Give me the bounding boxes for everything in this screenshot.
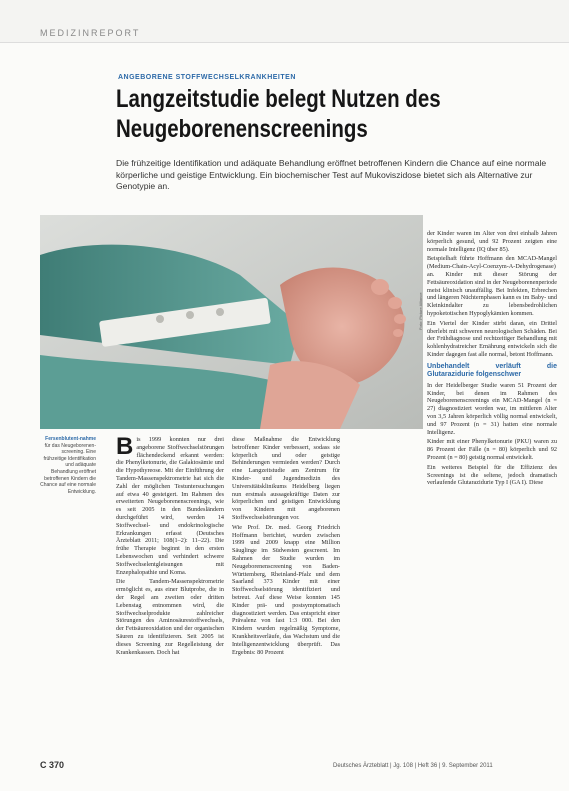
paragraph: der Kinder waren im Alter von drei einhalb Jahren körperlich gesund, und 92 Prozent zeigten eine normale Intelligenz (IQ über 85). [427, 230, 557, 253]
page-number: C 370 [40, 760, 65, 770]
article-photo [40, 215, 423, 429]
body-column-1 [116, 433, 224, 658]
dropcap: B [116, 433, 134, 460]
body-column-2 [232, 436, 340, 658]
body-column-3 [427, 230, 557, 489]
journal-citation: Deutsches Ärzteblatt | Jg. 108 | Heft 36 | 9. September 2011 [333, 763, 493, 769]
paragraph: Bis 1999 konnten nur drei angeborene Stoffwechselstörungen flächendeckend erkannt werden: die Phenylketonurie, die Galaktosämie und die Hypothyreose. Mit der Einführung der Tandem-Massenspektrometrie hat sich die Zahl der möglichen Testuntersuchungen auf etwa 40 gesteigert. Im Rahmen des erweiterten Neugeborenenscreenings, wie es seit 2005 in den Bundesländern durchgeführt wird, werden 14 Stoffwechsel- und endokrinologische Erkrankungen erfasst (Deutsches Ärzteblatt 2011; 108(1–2): 11–22). Die frühe Therapie beginnt in den ersten Lebenswochen und verhindert schwere Stoffwechselentgleisungen mit Enzephalopathie und Koma. [116, 433, 224, 576]
paragraph: In der Heidelberger Studie waren 51 Prozent der Kinder, bei denen im Rahmen des Neugeborenenscreenings ein MCAD-Mangel (n = 27) diagnostiziert worden war, im mittleren Alter von 3,5 Jahren körperlich völlig normal entwickelt, und 97 Prozent (n = 31) hatten eine normale Intelligenz. [427, 381, 557, 436]
paragraph: Ein weiteres Beispiel für die Effizienz des Screenings ist die seltene, jedoch dramatisch verlaufende Glutarazidurie Typ I (GA I). Diese [427, 463, 557, 487]
article-title: Langzeitstudie belegt Nutzen des Neugeborenenscreenings [116, 85, 441, 143]
paragraph: Beispielhaft führte Hoffmann den MCAD-Mangel (Medium-Chain-Acyl-Coenzym-A-Dehydrogenase) an. Kinder mit dieser Störung der Fettsäureoxidation sind in der Neugeborenenperiode meist klinisch unauffällig. Bei Infekten, Erbrechen und längeren Nüchternphasen kann es im Baby- und Kleinkindalter zu lebensbedrohlichen hypoketotischen Hypoglykämien kommen. [427, 255, 557, 317]
article-kicker: ANGEBORENE STOFFWECHSELKRANKHEITEN [118, 74, 296, 81]
paragraph: Die Tandem-Massenspektrometrie ermöglicht es, aus einer Blutprobe, die in der Regel am zweiten oder dritten Lebenstag entnommen wird, die Stoffwechselprodukte zahlreicher Störungen des Aminosäurestoffwechsels, der Fettsäureoxidation und der organischen Säuren zu identifizieren. Seit 2005 ist dieses Screening zur Regelleistung der Krankenkassen. Doch hat [116, 578, 224, 656]
paragraph: diese Maßnahme die Entwicklung betroffener Kinder verbessert, sodass sie körperlich und oder geistige Behinderungen vermieden werden? Durch eine Langzeitstudie am Zentrum für Kinder- und Jugendmedizin des Universitätsklinikums Heidelberg liegen nun erstmals aussagekräftige Daten zur körperlichen und geistigen Entwicklung von Kindern mit angeborenen Stoffwechselstörungen vor. [232, 436, 340, 521]
baby-foot-glove-image [40, 215, 423, 429]
caption-lead: Fersenblutent-nahme [45, 436, 96, 442]
photo-caption [40, 436, 96, 495]
photo-credit: Foto: Picture Alliance [418, 292, 423, 330]
paragraph: Ein Viertel der Kinder stirbt daran, ein Drittel überlebt mit schweren neurologischen Schäden. Bei der Frühdiagnose und rechtzeitiger Behandlung mit kohlenhydratreicher Ernährung entwickeln sich die Kinder dagegen fast alle normal, betont Hoffmann. [427, 319, 557, 358]
caption-text: für das Neugeborenen-screening. Eine frühzeitige Identifikation und adäquate Behandlung eröffnet betroffenen Kindern die Chance auf eine normale Entwicklung. [40, 442, 96, 495]
paragraph: Kinder mit einer Phenylketonurie (PKU) waren zu 86 Prozent der Fälle (n = 80) körperlich und 92 Prozent (n = 80) geistig normal entwickelt. [427, 438, 557, 461]
paragraph: Wie Prof. Dr. med. Georg Friedrich Hoffmann berichtet, wurden zwischen 1999 und 2009 knapp eine Million Säuglinge im Südwesten gescreent. Im Rahmen der Studie wurden im Neugeborenenscreening von Baden-Württemberg, Rheinland-Pfalz und dem Saarland 373 Kinder mit einer Stoffwechselstörung identifiziert und betreut. Auf diese Weise konnten 145 Kinder prä- und postsymptomatisch diagnostiziert werden. Das entspricht einer Prävalenz von fast 1:3 000. Bei den Kindern wurden regelmäßig Symptome, Krankheitsverläufe, das Wachstum und die Intelligenzentwicklung überprüft. Das Ergebnis: 80 Prozent [232, 523, 340, 656]
subheading: Unbehandelt verläuft die Glutarazidurie folgenschwer [427, 362, 557, 378]
article-lead: Die frühzeitige Identifikation und adäquate Behandlung eröffnet betroffenen Kindern die Chance auf eine normale körperliche und geistige Entwicklung. Ein biochemischer Test auf Mukoviszidose bietet sich als Alternative zur Genotypie an. [116, 158, 547, 192]
section-label: MEDIZINREPORT [40, 28, 141, 38]
